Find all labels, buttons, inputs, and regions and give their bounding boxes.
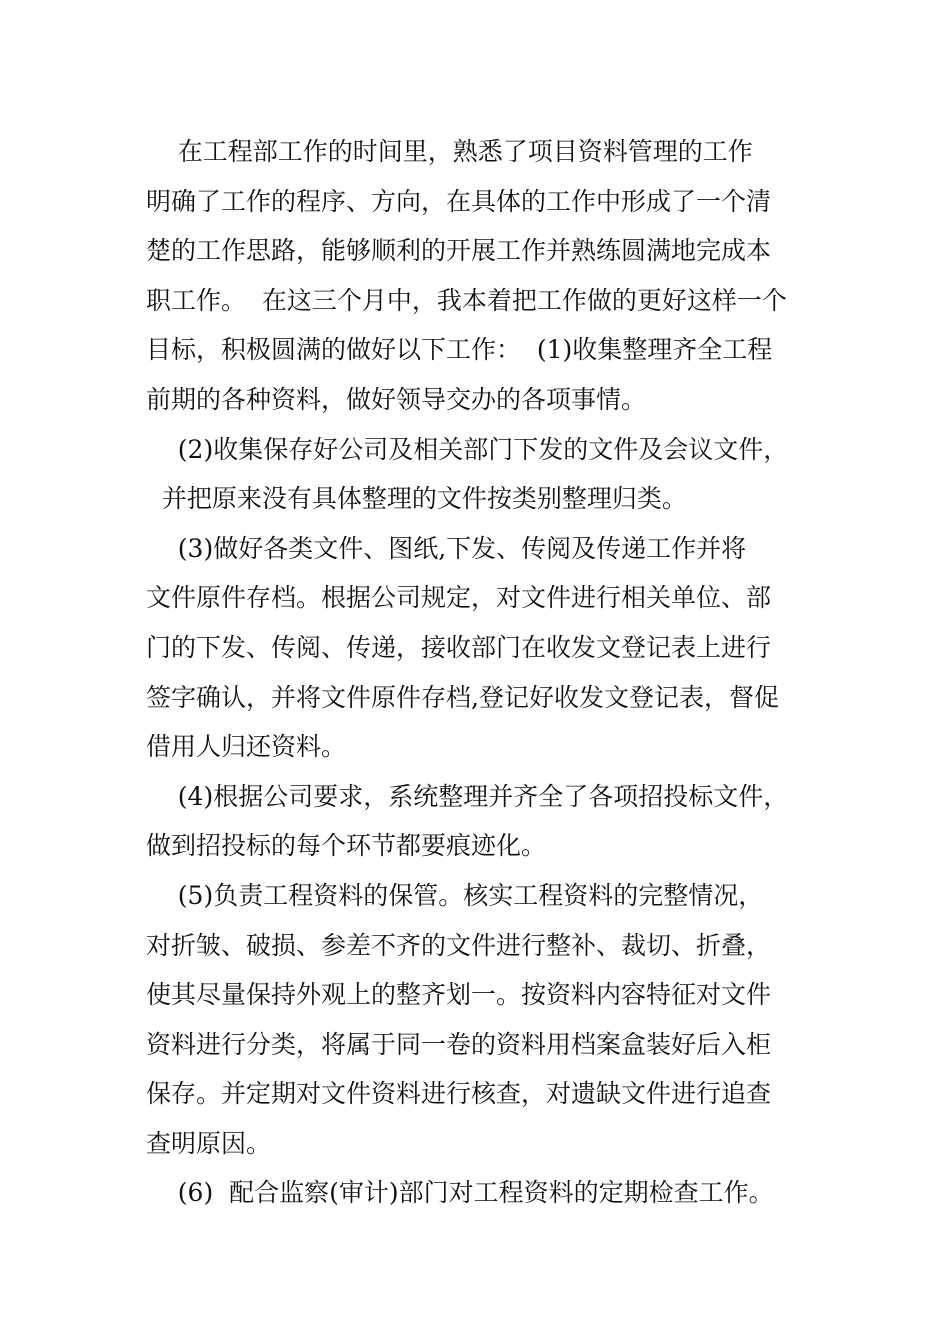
paragraph-intro <box>146 127 816 425</box>
text-line: (6) 配合监察(审计)部门对工程资料的定期检查工作。 <box>146 1178 774 1208</box>
text-line: 楚的工作思路，能够顺利的开展工作并熟练圆满地完成本 <box>146 236 772 266</box>
text-line: 查明原因。 <box>146 1128 272 1158</box>
text-line: 对折皱、破损、参差不齐的文件进行整补、裁切、折叠， <box>146 930 772 960</box>
text-line: (2)收集保存好公司及相关部门下发的文件及会议文件， <box>146 434 789 464</box>
text-line: 门的下发、传阅、传递，接收部门在收发文登记表上进行 <box>146 632 772 662</box>
document-body <box>146 127 816 1218</box>
text-line: 并把原来没有具体整理的文件按类别整理归类。 <box>146 484 687 514</box>
paragraph-item-6 <box>146 1168 816 1218</box>
text-line: 目标，积极圆满的做好以下工作： (1)收集整理齐全工程 <box>146 335 773 365</box>
paragraph-item-3 <box>146 524 816 772</box>
text-line: 保存。并定期对文件资料进行核查，对遗缺文件进行追查 <box>146 1079 772 1109</box>
text-line: (3)做好各类文件、图纸,下发、传阅及传递工作并将 <box>146 533 747 563</box>
text-line: 借用人归还资料。 <box>146 732 347 762</box>
text-line: 做到招投标的每个环节都要痕迹化。 <box>146 831 547 861</box>
text-line: 职工作。 在这三个月中，我本着把工作做的更好这样一个 <box>146 285 787 315</box>
text-line: 在工程部工作的时间里，熟悉了项目资料管理的工作 <box>146 137 753 166</box>
text-line: 签字确认，并将文件原件存档,登记好收发文登记表，督促 <box>146 682 779 712</box>
text-line: (5)负责工程资料的保管。核实工程资料的完整情况， <box>146 880 764 910</box>
text-line: 明确了工作的程序、方向，在具体的工作中形成了一个清 <box>146 186 772 216</box>
text-line: 资料进行分类，将属于同一卷的资料用档案盒装好后入柜 <box>146 1029 772 1059</box>
paragraph-item-5 <box>146 871 816 1169</box>
paragraph-item-4 <box>146 772 816 871</box>
text-line: 使其尽量保持外观上的整齐划一。按资料内容特征对文件 <box>146 980 772 1010</box>
text-line: (4)根据公司要求，系统整理并齐全了各项招投标文件， <box>146 781 789 811</box>
text-line: 前期的各种资料，做好领导交办的各项事情。 <box>146 384 647 414</box>
paragraph-item-2 <box>146 425 816 524</box>
text-line: 文件原件存档。根据公司规定，对文件进行相关单位、部 <box>146 583 772 613</box>
